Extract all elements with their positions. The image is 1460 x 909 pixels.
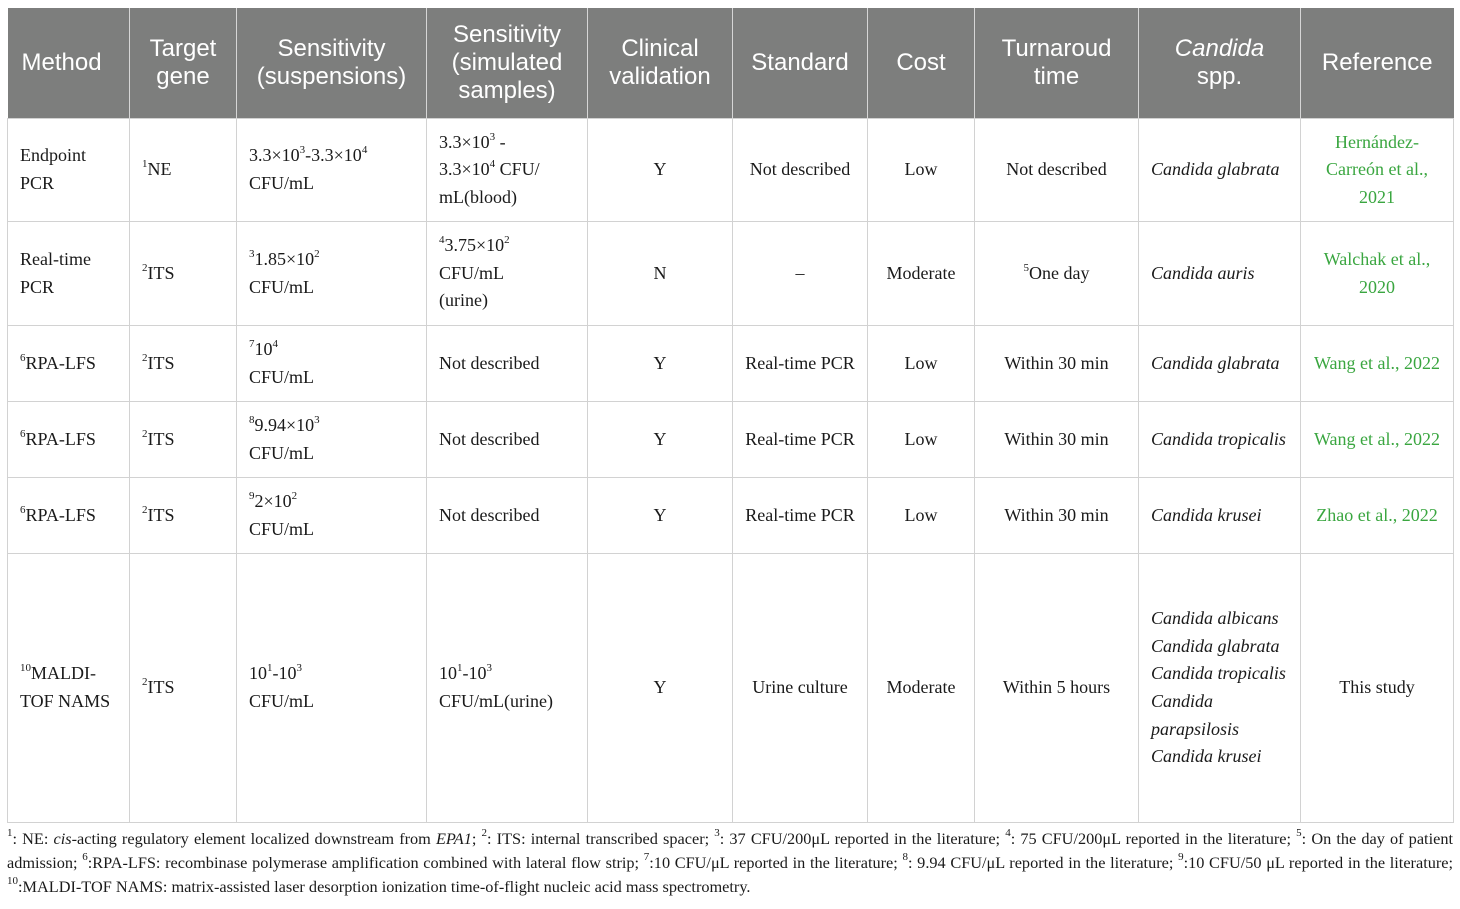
cell-sensitivity-suspensions: $^710^4$ CFU/mL [237,326,427,402]
cell-standard: Not described [733,119,868,222]
cell-species: Candida auris [1139,222,1301,326]
reference-link[interactable]: Zhao et al., 2022 [1301,478,1454,554]
header-turnaround: Turnaroud time [975,8,1139,119]
cell-cost: Low [868,478,975,554]
cell-clinical-validation: Y [588,402,733,478]
cell-cost: Low [868,119,975,222]
table-footnote: $^1$: NE: cis-acting regulatory element localized downstream from EPA1; $^2$: ITS: internal transcribed spacer; $^3$: 37 CFU/200μL reported in the literature; $^4$: 75 CFU/200μL reported in the literature; $^5$: On the day of patient admission; $^6$:RPA-LFS: recombinase polymerase amplification combined with lateral flow strip; $^7$:10 CFU/μL reported in the literature; $^8$: 9.94 CFU/μL reported in the literature; $^9$:10 CFU/50 μL reported in the literature; $^{10}$:MALDI-TOF NAMS: matrix-assisted laser desorption ionization time-of-flight nucleic acid mass spectrometry. [7,827,1454,896]
cell-sensitivity-suspensions: $10^1-10^3$ CFU/mL [237,554,427,823]
cell-reference: This study [1301,554,1454,823]
cell-standard: Real-time PCR [733,402,868,478]
cell-sensitivity-suspensions: $^92\times 10^2$ CFU/mL [237,478,427,554]
cell-clinical-validation: Y [588,326,733,402]
header-row [8,8,1454,119]
cell-turnaround: Within 5 hours [975,554,1139,823]
cell-target-gene: $^1$NE [130,119,237,222]
header-sensitivity-suspensions: Sensitivity (suspensions) [237,8,427,119]
cell-clinical-validation: N [588,222,733,326]
reference-link[interactable]: Walchak et al., 2020 [1301,222,1454,326]
cell-target-gene: $^2$ITS [130,554,237,823]
cell-method: Endpoint PCR [8,119,130,222]
cell-cost: Low [868,326,975,402]
cell-species: Candida tropicalis [1139,402,1301,478]
table-row [8,119,1454,222]
cell-turnaround: $^5$One day [975,222,1139,326]
cell-sensitivity-simulated: Not described [427,478,588,554]
header-clinical-validation: Clinical validation [588,8,733,119]
cell-method: $^6$RPA-LFS [8,478,130,554]
cell-sensitivity-simulated: Not described [427,326,588,402]
cell-method: $^6$RPA-LFS [8,326,130,402]
reference-link[interactable]: Wang et al., 2022 [1301,402,1454,478]
header-standard: Standard [733,8,868,119]
cell-species: Candida glabrata [1139,326,1301,402]
table-row [8,326,1454,402]
cell-sensitivity-suspensions: $^89.94\times 10^3$ CFU/mL [237,402,427,478]
cell-standard: – [733,222,868,326]
cell-turnaround: Not described [975,119,1139,222]
cell-target-gene: $^2$ITS [130,478,237,554]
cell-clinical-validation: Y [588,119,733,222]
cell-clinical-validation: Y [588,478,733,554]
cell-species: Candida glabrata [1139,119,1301,222]
cell-species: Candida krusei [1139,478,1301,554]
table-row [8,402,1454,478]
cell-turnaround: Within 30 min [975,402,1139,478]
cell-standard: Real-time PCR [733,326,868,402]
cell-target-gene: $^2$ITS [130,222,237,326]
cell-method: $^6$RPA-LFS [8,402,130,478]
header-reference: Reference [1301,8,1454,119]
cell-standard: Urine culture [733,554,868,823]
table-row [8,222,1454,326]
cell-target-gene: $^2$ITS [130,326,237,402]
reference-link[interactable]: Wang et al., 2022 [1301,326,1454,402]
cell-sensitivity-simulated: Not described [427,402,588,478]
cell-sensitivity-suspensions: $^31.85\times 10^2$ CFU/mL [237,222,427,326]
comparison-table [7,8,1454,823]
cell-cost: Moderate [868,554,975,823]
header-candida-word: Candida [1174,35,1265,62]
cell-method: $^{10}$MALDI- TOF NAMS [8,554,130,823]
cell-target-gene: $^2$ITS [130,402,237,478]
header-target-gene: Target gene [130,8,237,119]
reference-link[interactable]: Hernández-Carreón et al., 2021 [1301,119,1454,222]
cell-turnaround: Within 30 min [975,326,1139,402]
cell-sensitivity-simulated: $^43.75\times 10^2$ CFU/mL (urine) [427,222,588,326]
header-method: Method [8,8,130,119]
header-spp-word: spp. [1196,63,1243,90]
cell-clinical-validation: Y [588,554,733,823]
cell-sensitivity-simulated: $3.3\times 10^3$ - $3.3\times 10^4$ CFU/ mL(blood) [427,119,588,222]
cell-method: Real-time PCR [8,222,130,326]
comparison-table-container [7,8,1453,823]
cell-sensitivity-suspensions: $3.3\times 10^3-3.3\times 10^4$ CFU/mL [237,119,427,222]
header-cost: Cost [868,8,975,119]
cell-turnaround: Within 30 min [975,478,1139,554]
cell-cost: Moderate [868,222,975,326]
header-candida-spp [1139,8,1301,119]
cell-species: Candida albicans Candida glabrata Candida tropicalis Candida parapsilosis Candida krusei [1139,554,1301,823]
header-sensitivity-simulated: Sensitivity (simulated samples) [427,8,588,119]
cell-sensitivity-simulated: $10^1-10^3$ CFU/mL(urine) [427,554,588,823]
table-row [8,478,1454,554]
cell-cost: Low [868,402,975,478]
cell-standard: Real-time PCR [733,478,868,554]
table-row [8,554,1454,823]
